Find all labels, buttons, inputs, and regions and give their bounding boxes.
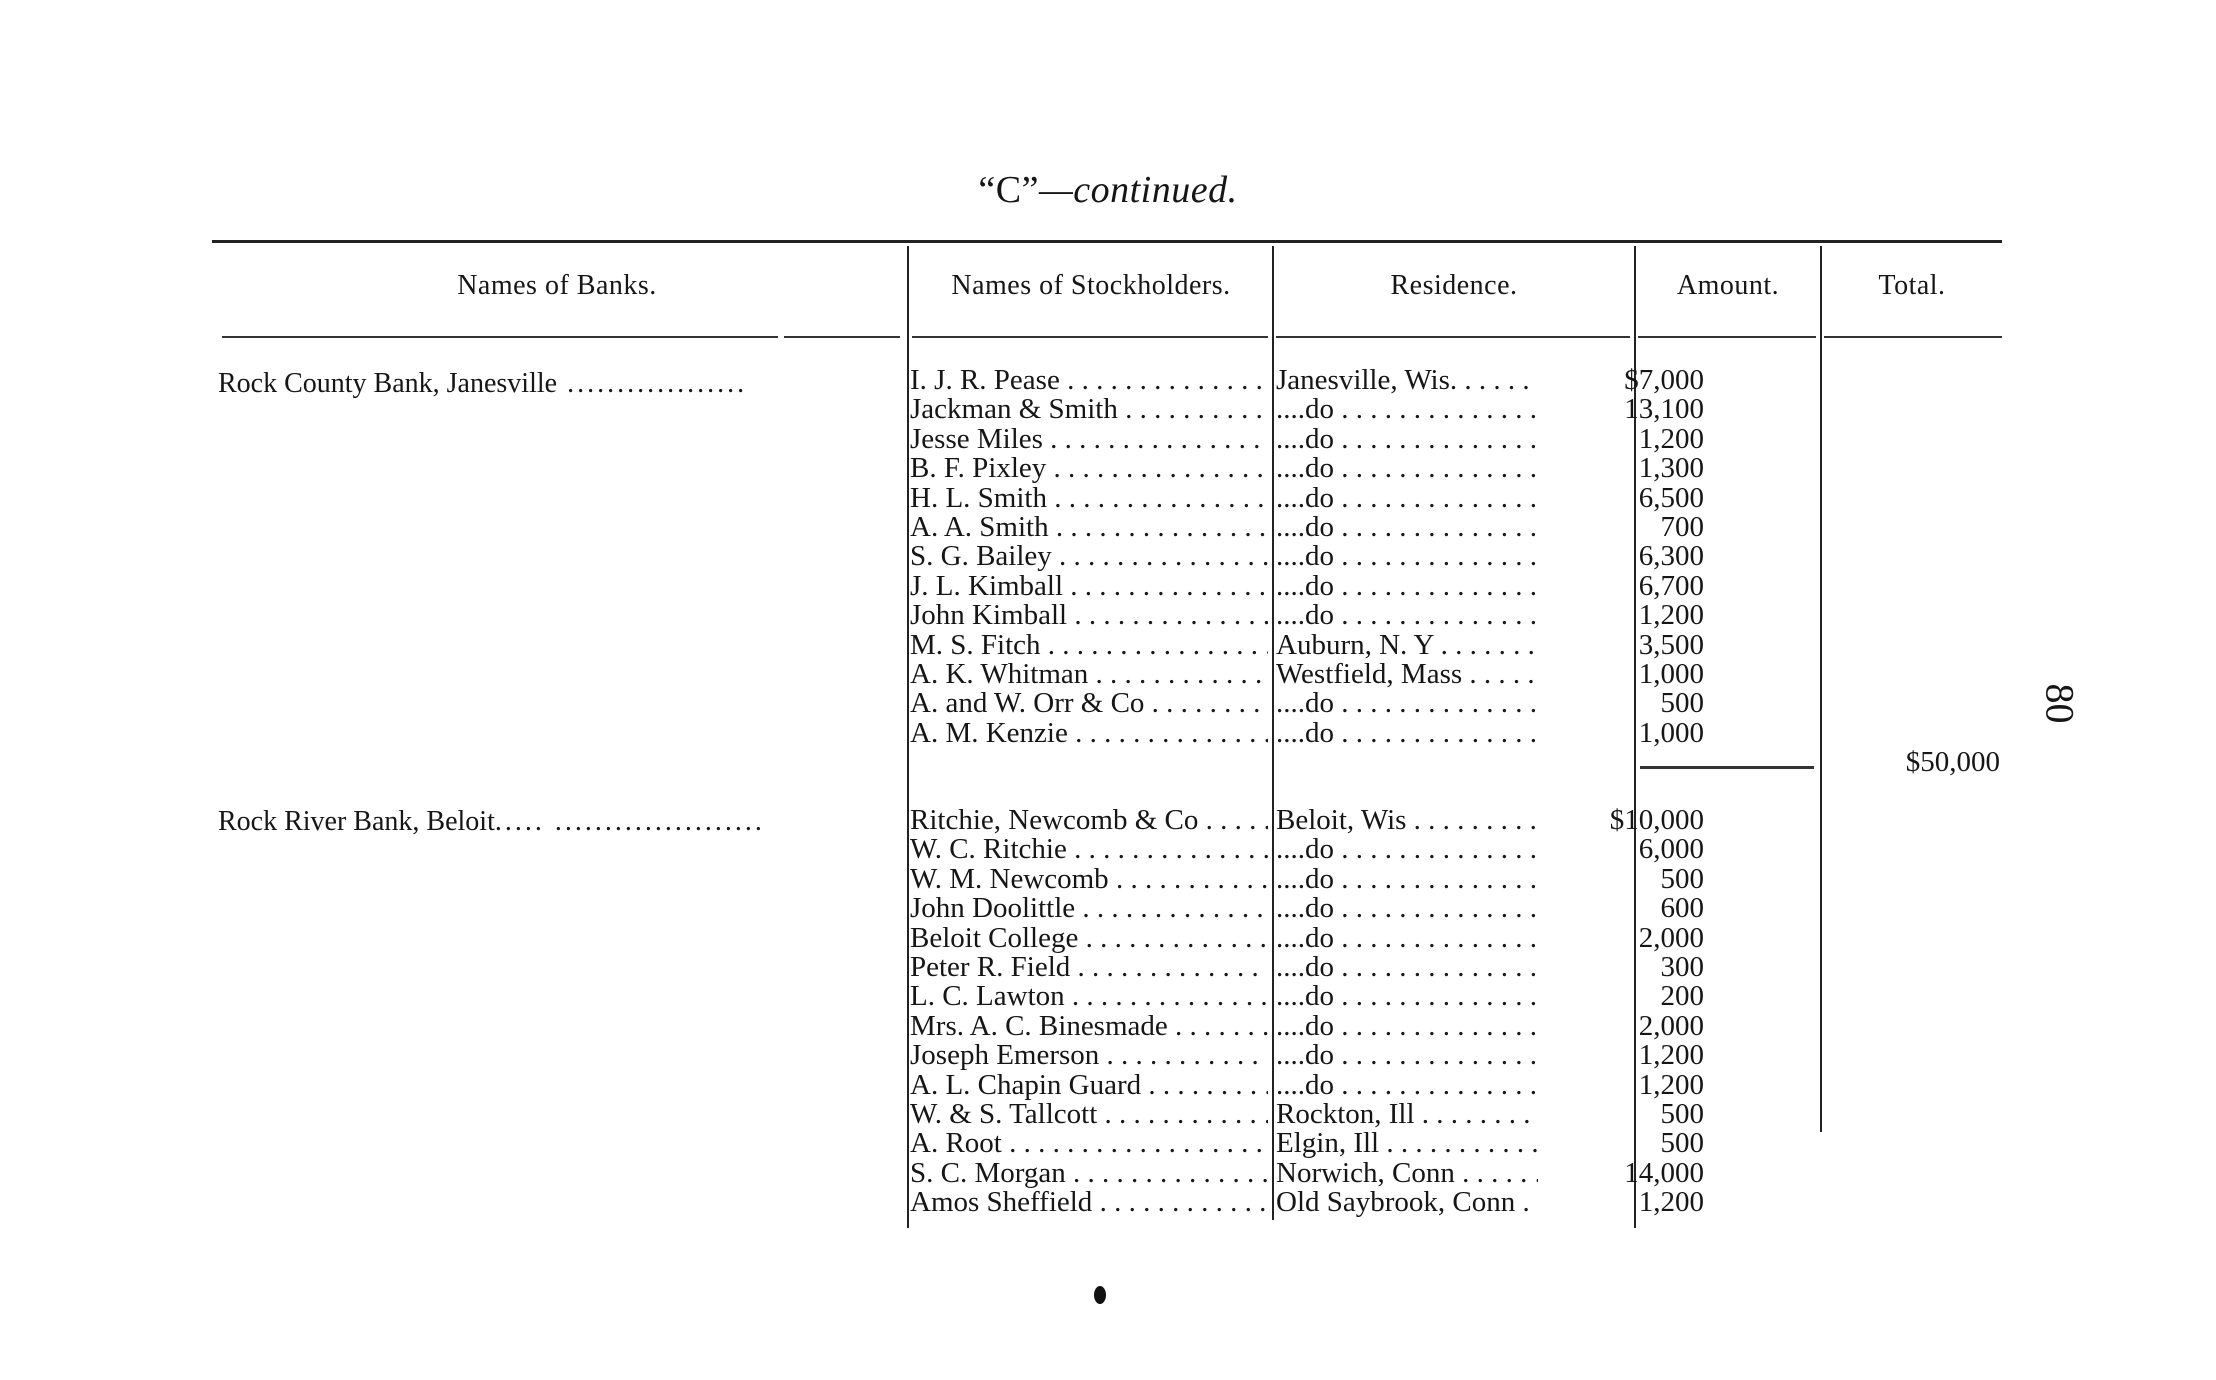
stockholder-amount: 2,000 <box>1638 923 1704 953</box>
stockholder-name: A. and W. Orr & Co . . . <box>910 689 1268 718</box>
table-top-rule <box>212 240 2002 243</box>
stockholder-name: I. J. R. Pease . . . <box>910 366 1268 395</box>
stockholder-residence: Elgin, Ill . . . <box>1276 1129 1538 1158</box>
stockholder-residence: ....do . . . <box>1276 484 1538 513</box>
header-underline <box>784 336 900 338</box>
stockholder-residence: ....do . . . <box>1276 924 1538 953</box>
stockholder-amount: 13,100 <box>1624 395 1704 425</box>
stockholder-amount: 500 <box>1660 864 1704 894</box>
stockholder-residence: ....do . . . <box>1276 835 1538 864</box>
stockholder-name: Amos Sheffield . . . <box>910 1188 1268 1217</box>
stockholder-name: W. & S. Tallcott . . . <box>910 1100 1268 1129</box>
header-underline <box>1276 336 1630 338</box>
stockholder-name: John Kimball . . . <box>910 601 1268 630</box>
stockholder-residence: ....do . . . <box>1276 865 1538 894</box>
stockholder-residence: Auburn, N. Y . . . <box>1276 631 1538 660</box>
stockholder-residence: Old Saybrook, Conn . . . <box>1276 1188 1538 1217</box>
stockholder-residence: ....do . . . <box>1276 719 1538 748</box>
stockholder-amount: 1,000 <box>1638 660 1704 689</box>
column-divider <box>907 246 909 1228</box>
stockholder-name: H. L. Smith . . . <box>910 484 1268 513</box>
stockholder-name: J. L. Kimball . . . <box>910 572 1268 601</box>
stockholder-amount: 14,000 <box>1624 1158 1704 1188</box>
stockholder-name: A. M. Kenzie . . . <box>910 719 1268 748</box>
stockholder-amount: 600 <box>1660 894 1704 924</box>
stockholder-name: A. A. Smith . . . <box>910 513 1268 542</box>
bank-name: Rock River Bank, Beloit..... ..................... <box>218 806 765 837</box>
page-number: 80 <box>2037 683 2083 724</box>
stockholder-amount: 6,300 <box>1638 542 1704 572</box>
stockholder-name: L. C. Lawton . . . <box>910 982 1268 1011</box>
header-underline <box>1638 336 1816 338</box>
stockholder-amount: $7,000 <box>1624 366 1704 395</box>
column-header-total: Total. <box>1878 270 1946 301</box>
stockholder-residence: Rockton, Ill . . . <box>1276 1100 1538 1129</box>
header-underline <box>912 336 1268 338</box>
stockholder-name: Beloit College . . . <box>910 924 1268 953</box>
stockholder-amount: 2,000 <box>1638 1011 1704 1041</box>
stockholder-residence: ....do . . . <box>1276 689 1538 718</box>
stockholder-residence: ....do . . . <box>1276 894 1538 923</box>
stockholder-name: Jesse Miles . . . <box>910 425 1268 454</box>
stockholder-amount: 6,000 <box>1638 835 1704 865</box>
bank-name: Rock County Bank, Janesville .................. <box>218 368 748 399</box>
stockholder-residence: ....do . . . <box>1276 1071 1538 1100</box>
stockholder-name: A. Root . . . <box>910 1129 1268 1158</box>
stockholder-amount: 300 <box>1660 953 1704 982</box>
header-underline <box>1824 336 2002 338</box>
header-underline <box>222 336 778 338</box>
stockholder-name: B. F. Pixley . . . <box>910 454 1268 483</box>
stockholder-amount: 500 <box>1660 1129 1704 1159</box>
stockholder-residence: ....do . . . <box>1276 425 1538 454</box>
stockholder-amount: 500 <box>1660 1100 1704 1129</box>
stockholder-residence: ....do . . . <box>1276 982 1538 1011</box>
stockholder-name: Ritchie, Newcomb & Co . . . <box>910 806 1268 835</box>
bank-total: $50,000 <box>1905 746 2000 778</box>
stockholder-name: A. K. Whitman . . . <box>910 660 1268 689</box>
stockholder-name: M. S. Fitch . . . <box>910 631 1268 660</box>
stockholder-amount: 3,500 <box>1638 630 1704 660</box>
column-header-residence: Residence. <box>1390 270 1518 301</box>
stockholder-residence: ....do . . . <box>1276 395 1538 424</box>
stockholder-amount: 1,200 <box>1638 1070 1704 1100</box>
ink-blot <box>1094 1286 1106 1304</box>
stockholder-residence: Beloit, Wis . . . <box>1276 806 1538 835</box>
stockholder-residence: Westfield, Mass . . . <box>1276 660 1538 689</box>
amount-subtotal-rule <box>1640 766 1814 769</box>
stockholder-amount: 1,000 <box>1638 718 1704 748</box>
stockholder-amount: 200 <box>1660 982 1704 1012</box>
column-header-amount: Amount. <box>1676 270 1780 301</box>
stockholder-residence: Norwich, Conn . . . <box>1276 1159 1538 1188</box>
stockholder-amount: 1,200 <box>1638 1188 1704 1218</box>
stockholder-residence: ....do . . . <box>1276 542 1538 571</box>
page-title <box>0 168 2216 212</box>
stockholder-amount: 6,500 <box>1638 483 1704 513</box>
column-header-banks: Names of Banks. <box>457 270 657 301</box>
stockholder-residence: ....do . . . <box>1276 1012 1538 1041</box>
stockholder-amount: 1,300 <box>1638 454 1704 484</box>
stockholder-residence: ....do . . . <box>1276 513 1538 542</box>
stockholder-residence: ....do . . . <box>1276 601 1538 630</box>
stockholder-name: S. G. Bailey . . . <box>910 542 1268 571</box>
column-divider <box>1820 246 1822 1132</box>
stockholder-residence: ....do . . . <box>1276 572 1538 601</box>
stockholder-residence: ....do . . . <box>1276 1041 1538 1070</box>
stockholder-name: Joseph Emerson . . . <box>910 1041 1268 1070</box>
stockholder-amount: 1,200 <box>1638 424 1704 454</box>
stockholder-name: John Doolittle . . . <box>910 894 1268 923</box>
stockholder-name: Peter R. Field . . . <box>910 953 1268 982</box>
stockholder-amount: 700 <box>1660 513 1704 542</box>
column-divider <box>1272 246 1274 1220</box>
stockholder-residence: ....do . . . <box>1276 953 1538 982</box>
stockholder-amount: 500 <box>1660 689 1704 719</box>
stockholder-name: Mrs. A. C. Binesmade . . . <box>910 1012 1268 1041</box>
stockholder-name: W. M. Newcomb . . . <box>910 865 1268 894</box>
stockholder-amount: 1,200 <box>1638 1041 1704 1071</box>
stockholder-amount: $10,000 <box>1609 806 1704 835</box>
stockholder-name: S. C. Morgan . . . <box>910 1159 1268 1188</box>
title-quote: “C” <box>978 169 1039 211</box>
stockholder-name: Jackman & Smith . . . <box>910 395 1268 424</box>
column-header-stockholders: Names of Stockholders. <box>951 270 1231 301</box>
stockholder-amount: 6,700 <box>1638 571 1704 601</box>
stockholder-amount: 1,200 <box>1638 601 1704 631</box>
stockholder-residence: Janesville, Wis. . . . <box>1276 366 1538 395</box>
title-continued: —continued. <box>1038 169 1238 211</box>
stockholder-residence: ....do . . . <box>1276 454 1538 483</box>
stockholder-name: A. L. Chapin Guard . . . <box>910 1071 1268 1100</box>
stockholder-name: W. C. Ritchie . . . <box>910 835 1268 864</box>
